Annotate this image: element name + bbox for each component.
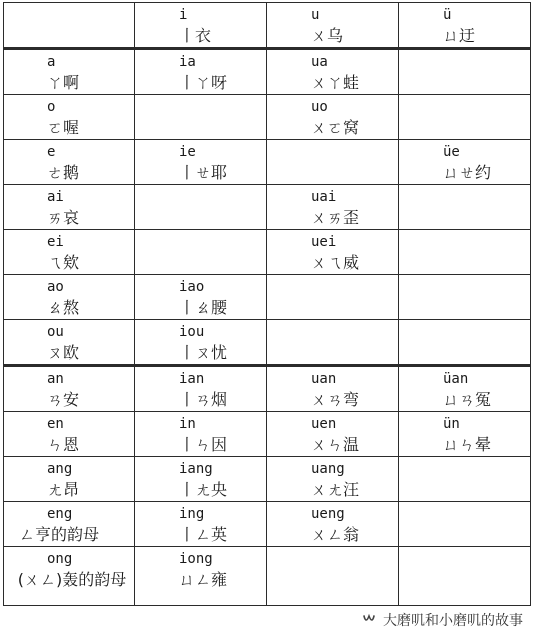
zhuyin-example: ㄩㄢ冤 (443, 390, 492, 409)
table-row (4, 547, 531, 606)
table-cell (399, 275, 531, 320)
table-cell (4, 412, 135, 457)
pinyin-final: ing (179, 506, 205, 522)
pinyin-final (179, 188, 266, 207)
table-cell (399, 502, 531, 547)
pinyin-final: e (47, 144, 56, 160)
table-cell (399, 3, 531, 49)
table-cell (135, 275, 267, 320)
wechat-channel-icon (361, 612, 377, 628)
table-cell (4, 275, 135, 320)
zhuyin-example: ㄣ恩 (47, 435, 80, 454)
table-cell (135, 140, 267, 185)
zhuyin-example: ㄩ迂 (443, 26, 476, 45)
table-cell (399, 230, 531, 275)
table-cell (4, 49, 135, 95)
table-cell (267, 3, 399, 49)
pinyin-final: iong (179, 551, 213, 567)
zhuyin-example: 丨ㄤ央 (179, 480, 228, 499)
pinyin-final: ao (47, 279, 64, 295)
pinyin-final: ü (443, 7, 452, 23)
table-cell (4, 3, 135, 49)
table-cell (135, 547, 267, 606)
zhuyin-example: ㄚ啊 (47, 73, 80, 92)
table-cell (135, 412, 267, 457)
zhuyin-example: ㄨㄞ歪 (311, 208, 360, 227)
pinyin-final: ang (47, 461, 73, 477)
table-cell (399, 366, 531, 412)
pinyin-final (443, 550, 530, 569)
table-cell (267, 185, 399, 230)
table-cell (135, 185, 267, 230)
zhuyin-example: ㄟ欸 (47, 253, 80, 272)
pinyin-final (443, 98, 530, 117)
pinyin-final (311, 323, 398, 342)
table-row (4, 140, 531, 185)
table-cell (399, 320, 531, 366)
table-cell (4, 457, 135, 502)
zhuyin-example: ㄩㄥ雍 (179, 570, 228, 589)
zhuyin-example: ㄨㄚ蛙 (311, 73, 360, 92)
pinyin-final: ueng (311, 506, 345, 522)
pinyin-final (179, 233, 266, 252)
table-cell (267, 230, 399, 275)
pinyin-final: ong (47, 551, 73, 567)
zhuyin-example: ㄨ乌 (311, 26, 344, 45)
zhuyin-example: 丨ㄝ耶 (179, 163, 228, 182)
table-cell (135, 49, 267, 95)
pinyin-final (311, 143, 398, 162)
pinyin-final: en (47, 416, 64, 432)
zhuyin-example: ㄠ熬 (47, 298, 80, 317)
zhuyin-example: ㄨㄥ翁 (311, 525, 360, 544)
table-cell (399, 412, 531, 457)
table-cell (399, 49, 531, 95)
table-cell (135, 95, 267, 140)
watermark (361, 610, 523, 630)
table-cell (4, 140, 135, 185)
pinyin-final: ei (47, 234, 64, 250)
pinyin-final: üe (443, 144, 460, 160)
zhuyin-example: ㄩㄣ晕 (443, 435, 492, 454)
table-cell (267, 366, 399, 412)
table-cell (4, 95, 135, 140)
table-cell (4, 502, 135, 547)
zhuyin-example: 丨ㄡ忧 (179, 343, 228, 362)
pinyin-final (443, 460, 530, 479)
table-row (4, 49, 531, 95)
zhuyin-example: ㄩㄝ约 (443, 163, 492, 182)
pinyin-final: ai (47, 189, 64, 205)
pinyin-final (443, 53, 530, 72)
table-cell (267, 49, 399, 95)
table-cell (399, 185, 531, 230)
table-cell (399, 547, 531, 606)
table-cell (267, 457, 399, 502)
table-cell (267, 140, 399, 185)
pinyin-final: ou (47, 324, 64, 340)
zhuyin-example: 丨ㄢ烟 (179, 390, 228, 409)
pinyin-final: a (47, 54, 56, 70)
table-row (4, 502, 531, 547)
zhuyin-example: 丨ㄥ英 (179, 525, 228, 544)
table-cell (267, 502, 399, 547)
zhuyin-example: 丨ㄣ因 (179, 435, 228, 454)
zhuyin-example: ㄨㄟ威 (311, 253, 360, 272)
table-cell (399, 95, 531, 140)
zhuyin-example: ㄡ欧 (47, 343, 80, 362)
pinyin-final: iou (179, 324, 205, 340)
table-row (4, 320, 531, 366)
pinyin-final: iao (179, 279, 205, 295)
pinyin-final (443, 323, 530, 342)
pinyin-final: ian (179, 371, 205, 387)
zhuyin-example: 丨ㄠ腰 (179, 298, 228, 317)
pinyin-final (311, 278, 398, 297)
pinyin-final: in (179, 416, 196, 432)
pinyin-final: uai (311, 189, 337, 205)
table-row (4, 95, 531, 140)
table-cell (267, 95, 399, 140)
zhuyin-example: ㄥ亨的韵母 (19, 525, 100, 544)
table-row (4, 457, 531, 502)
pinyin-final (179, 98, 266, 117)
table-cell (4, 320, 135, 366)
table-cell (135, 320, 267, 366)
table-cell (135, 502, 267, 547)
table-row (4, 366, 531, 412)
table-cell (135, 457, 267, 502)
pinyin-final (443, 278, 530, 297)
table-cell (4, 547, 135, 606)
pinyin-finals-table (3, 2, 531, 606)
table-cell (4, 366, 135, 412)
pinyin-final: an (47, 371, 64, 387)
table-cell (135, 366, 267, 412)
table-cell (4, 185, 135, 230)
zhuyin-example: ㄢ安 (47, 390, 80, 409)
pinyin-final: uen (311, 416, 337, 432)
pinyin-final: ia (179, 54, 196, 70)
zhuyin-example: ㄛ喔 (47, 118, 80, 137)
pinyin-final: uan (311, 371, 337, 387)
zhuyin-example: ㄨㄢ弯 (311, 390, 360, 409)
table-row (4, 3, 531, 49)
table-cell (267, 320, 399, 366)
pinyin-final: ün (443, 416, 460, 432)
table-row (4, 230, 531, 275)
zhuyin-example: ㄤ昂 (47, 480, 80, 499)
zhuyin-example: ㄨㄤ汪 (311, 480, 360, 499)
table-cell (399, 457, 531, 502)
table-cell (267, 412, 399, 457)
zhuyin-example: 丨衣 (179, 26, 212, 45)
pinyin-final (47, 6, 134, 25)
table-cell (135, 3, 267, 49)
pinyin-final (311, 550, 398, 569)
table-cell (135, 230, 267, 275)
pinyin-final: iang (179, 461, 213, 477)
zhuyin-example: ㄨㄛ窝 (311, 118, 360, 137)
table-cell (399, 140, 531, 185)
pinyin-final (443, 505, 530, 524)
pinyin-final: uo (311, 99, 328, 115)
pinyin-final: u (311, 7, 320, 23)
table-cell (267, 547, 399, 606)
watermark-text: 大磨叽和小磨叽的故事 (383, 613, 523, 629)
pinyin-final (443, 188, 530, 207)
pinyin-final: uei (311, 234, 337, 250)
pinyin-final: uang (311, 461, 345, 477)
pinyin-final: eng (47, 506, 73, 522)
pinyin-final (443, 233, 530, 252)
pinyin-final: üan (443, 371, 469, 387)
zhuyin-example: ㄜ鹅 (47, 163, 80, 182)
pinyin-final: o (47, 99, 56, 115)
pinyin-final: i (179, 7, 188, 23)
table-cell (267, 275, 399, 320)
zhuyin-example: ㄞ哀 (47, 208, 80, 227)
zhuyin-example: ㄨㄣ温 (311, 435, 360, 454)
table-row (4, 412, 531, 457)
table-row (4, 275, 531, 320)
zhuyin-example: 丨ㄚ呀 (179, 73, 228, 92)
pinyin-final: ua (311, 54, 328, 70)
table-row (4, 185, 531, 230)
zhuyin-example: (ㄨㄥ)轰的韵母 (17, 570, 127, 589)
table-cell (4, 230, 135, 275)
pinyin-final: ie (179, 144, 196, 160)
